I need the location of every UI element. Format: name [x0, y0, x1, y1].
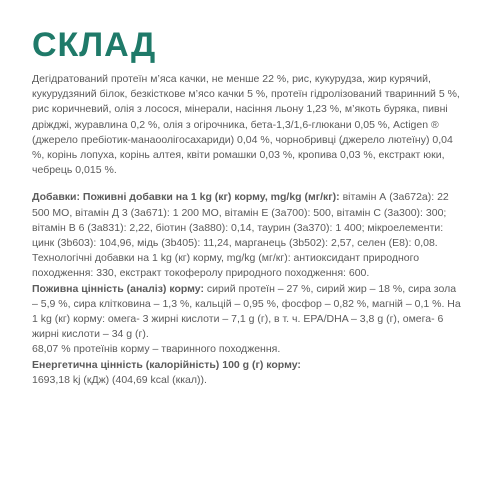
composition-paragraph: Дегідратований протеїн м’яса качки, не менше 22 %, рис, кукурудза, жир курячий, кукурудзяний білок, безкісткове м’ясо качки 5 %, протеїн гідролізований тваринний 5 %, рис коричневий, олія з лосося, мінерали, насіння льону 1,23 %, м’якоть буряка, пивні дріжджі, журавлина 0,2 %, олія з огірочника, бета-1,3/1,6-глюкани 0,05 %, Actigen ® (джерело пребіотик-манаоолігосахариди) 0,04 %, чорнобривці (джерело лютеїну) 0,04 %, корінь лопуха, корінь алтея, квіти ромашки 0,03 %, кропива 0,03 %, екстракт юки, чебрець 0,015 %. [32, 73, 460, 177]
page-title: СКЛАД [32, 26, 157, 64]
additives-text: вітамін А (3а672а): 22 500 МО, вітамін Д 3 (3а671): 1 200 МО, вітамін Е (3а700): 500, вітамін С (3а300): 300; вітамін В 6 (3а831): 2,22, біотин (3а880): 0,14, таурин (3а370): 1 400; мікроелементи: цинк (3b603): 104,96, мідь (3b405): 11,24, марганець (3b502): 2,57, селен (E8): 0,08. Технологічні добавки на 1 kg (кг) корму, mg/kg (мг/кг): антиоксидант природного походження: 330, екстракт токоферолу природного походження: 600. [32, 191, 449, 280]
ingredients-block [32, 72, 462, 388]
energy-value: 1693,18 kj (кДж) (404,69 kcal (ккал)). [32, 373, 207, 386]
nutrition-label: Поживна цінність (аналіз) корму: [32, 282, 204, 295]
additives-label: Добавки: Поживні добавки на 1 kg (кг) корму, mg/kg (мг/кг): [32, 191, 340, 204]
energy-label: Енергетична цінність (калорійність) 100 g (г) корму: [32, 358, 301, 371]
nutrition-text: сирий протеїн – 27 %, сирий жир – 18 %, сира зола – 5,9 %, сира клітковина – 1,3 %, кальцій – 0,95 %, фосфор – 0,82 %, магній – 0,1 %. На 1 kg (кг) корму: омега- 3 жирні кислоти – 7,1 g (г), в т. ч. ЕРА/DHA – 3,8 g (г), омега- 6 жирні кислоти – 34 g (г). [32, 282, 461, 341]
spacer [32, 178, 462, 190]
protein-origin-text: 68,07 % протеїнів корму – тваринного походження. [32, 343, 281, 356]
additives-paragraph [32, 190, 462, 281]
nutrition-paragraph [32, 282, 462, 343]
